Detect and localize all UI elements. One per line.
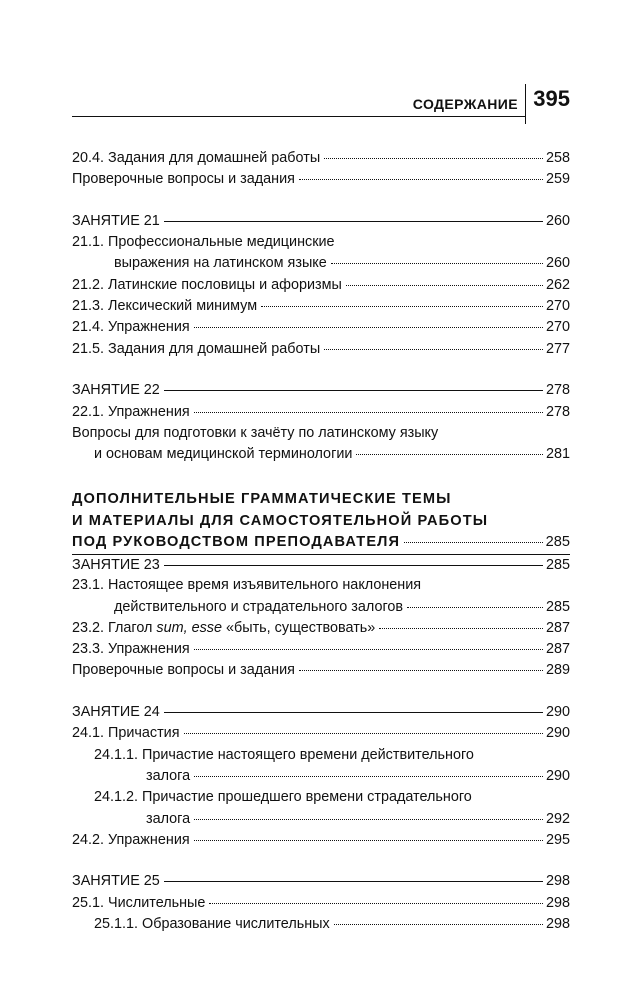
section-heading: ПОД РУКОВОДСТВОМ ПРЕПОДАВАТЕЛЯ 285 [72,534,570,551]
toc-entry: 25.1. Числительные 298 [72,894,570,911]
toc-entry: 21.4. Упражнения 270 [72,319,570,336]
leader-rule [164,221,543,222]
leader-dots [356,454,543,455]
toc-entry: Проверочные вопросы и задания 289 [72,662,570,679]
leader-dots [194,776,543,777]
toc-entry: действительного и страдательного залогов 285 [114,598,570,615]
leader-dots [407,607,543,608]
toc-entry-line: Вопросы для подготовки к зачёту по латинскому языку [72,424,439,441]
leader-dots [194,649,543,650]
toc-entry: Проверочные вопросы и задания 259 [72,171,570,188]
leader-dots [404,542,543,543]
section-heading: И МАТЕРИАЛЫ ДЛЯ САМОСТОЯТЕЛЬНОЙ РАБОТЫ [72,512,489,529]
toc-entry: 23.3. Упражнения 287 [72,641,570,658]
leader-dots [379,628,543,629]
leader-dots [194,819,543,820]
toc-entry-line: 23.1. Настоящее время изъявительного наклонения [72,577,422,594]
toc-entry: 22.1. Упражнения 278 [72,403,570,420]
running-header [72,84,570,122]
leader-dots [194,327,543,328]
lesson-heading: ЗАНЯТИЕ 24 290 [72,704,570,721]
toc-entry: и основам медицинской терминологии 281 [94,446,570,463]
leader-rule [164,565,543,566]
header-rule [72,116,526,117]
leader-rule [164,712,543,713]
section-heading: ДОПОЛНИТЕЛЬНЫЕ ГРАММАТИЧЕСКИЕ ТЕМЫ [72,491,452,508]
lesson-heading: ЗАНЯТИЕ 22 278 [72,382,570,399]
leader-rule [164,881,543,882]
leader-dots [261,306,543,307]
leader-dots [209,903,543,904]
lesson-heading: ЗАНЯТИЕ 25 298 [72,873,570,890]
leader-dots [334,924,543,925]
toc-entry-line: 24.1.1. Причастие настоящего времени действительного [94,746,474,763]
toc-entry: 21.3. Лексический минимум 270 [72,298,570,315]
table-of-contents [72,148,570,935]
toc-entry-line: 21.1. Профессиональные медицинские [72,234,335,251]
leader-dots [331,263,543,264]
leader-rule [164,390,543,391]
leader-dots [299,179,543,180]
toc-entry: залога 290 [146,767,570,784]
leader-dots [324,158,543,159]
leader-dots [346,285,543,286]
lesson-heading: ЗАНЯТИЕ 21 260 [72,212,570,229]
toc-entry: 24.1. Причастия 290 [72,725,570,742]
leader-dots [194,840,543,841]
leader-dots [194,412,543,413]
toc-entry: 25.1.1. Образование числительных 298 [94,916,570,932]
toc-entry: 24.2. Упражнения 295 [72,831,570,848]
toc-entry: залога 292 [146,810,570,827]
page-number: 395 [533,86,570,111]
toc-entry: 21.2. Латинские пословицы и афоризмы 262 [72,276,570,293]
leader-dots [299,670,543,671]
header-divider [525,84,526,124]
lesson-heading: ЗАНЯТИЕ 23 285 [72,554,570,575]
toc-entry: 23.2. Глагол sum, esse «быть, существовать» 287 [72,619,570,636]
leader-dots [184,733,543,734]
toc-entry: 21.5. Задания для домашней работы 277 [72,340,570,357]
toc-entry: 20.4. Задания для домашней работы 258 [72,150,570,166]
toc-entry: выражения на латинском языке 260 [114,255,570,272]
leader-dots [324,349,543,350]
toc-entry-line: 24.1.2. Причастие прошедшего времени страдательного [94,789,472,806]
header-title: СОДЕРЖАНИЕ [412,96,518,112]
